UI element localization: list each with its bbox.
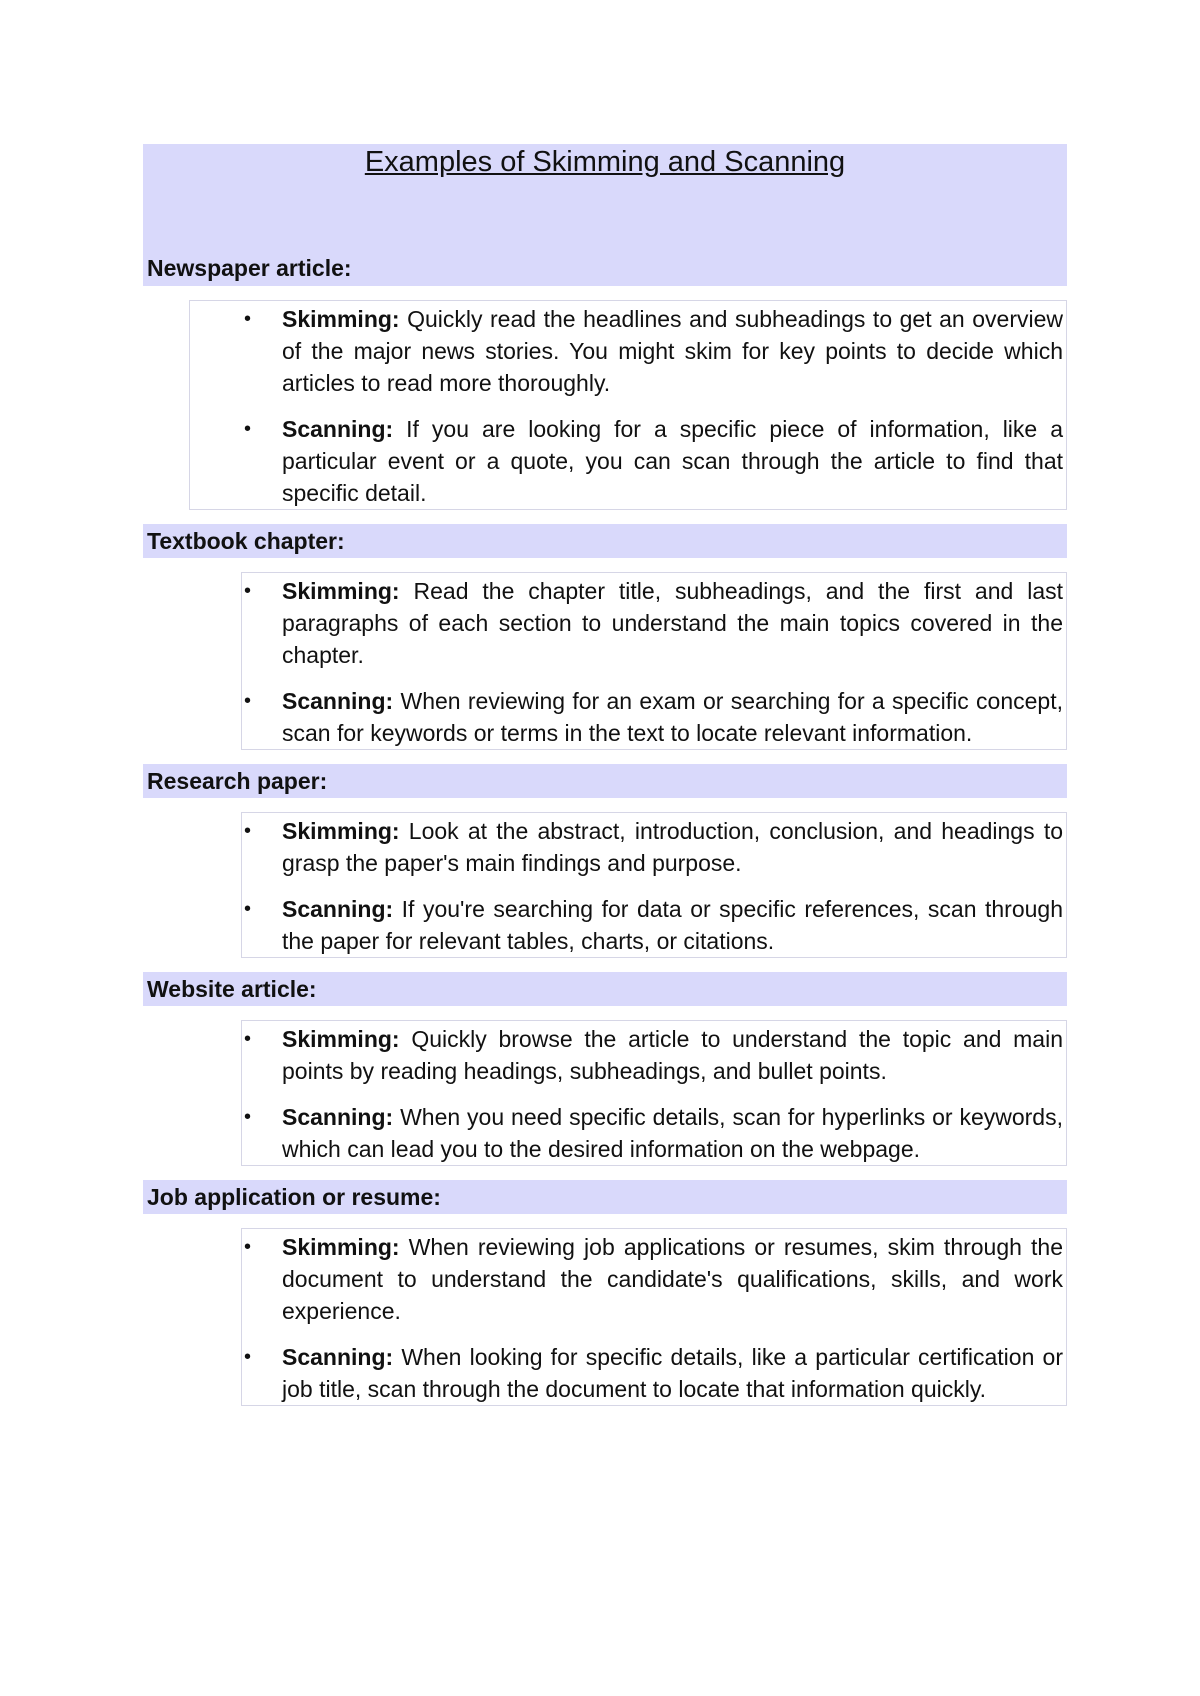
bullet-list [242,303,1063,509]
item-term: Scanning: [282,1104,394,1130]
list-item [242,1023,1063,1087]
list-item [242,685,1063,749]
item-text: When looking for specific details, like a particular certification or job title, scan through the document to locate that information quickly. [282,1344,1063,1402]
section-box-website [241,1020,1067,1166]
item-text: Look at the abstract, introduction, conclusion, and headings to grasp the paper's main findings and purpose. [282,818,1063,876]
item-term: Skimming: [282,578,400,604]
bullet-icon: • [244,898,252,920]
bullet-icon: • [244,690,252,712]
section-box-newspaper [189,300,1067,510]
item-text: Quickly read the headlines and subheadings to get an overview of the major news stories. You might skim for key points to decide which articles to read more thoroughly. [282,306,1063,396]
bullet-icon: • [244,1346,252,1368]
list-item [242,893,1063,957]
bullet-icon: • [244,418,252,440]
bullet-icon: • [244,820,252,842]
item-term: Skimming: [282,818,400,844]
item-text: If you are looking for a specific piece of information, like a particular event or a quote, you can scan through the article to find that specific detail. [282,416,1063,506]
item-text: When reviewing job applications or resumes, skim through the document to understand the candidate's qualifications, skills, and work experience. [282,1234,1063,1324]
document-title: Examples of Skimming and Scanning [364,146,846,178]
list-item [242,1341,1063,1405]
list-item [242,815,1063,879]
item-text: Quickly browse the article to understand the topic and main points by reading headings, subheadings, and bullet points. [282,1026,1063,1084]
item-term: Skimming: [282,306,400,332]
item-text: Read the chapter title, subheadings, and the first and last paragraphs of each section to understand the main topics covered in the chapter. [282,578,1063,668]
item-text: If you're searching for data or specific references, scan through the paper for relevant tables, charts, or citations. [282,896,1063,954]
section-box-job-application [241,1228,1067,1406]
section-heading-website: Website article: [143,972,1067,1006]
section-heading-research: Research paper: [143,764,1067,798]
list-item [242,1231,1063,1327]
list-item [242,413,1063,509]
item-term: Skimming: [282,1234,400,1260]
section-box-research [241,812,1067,958]
bullet-icon: • [244,1028,252,1050]
bullet-list [242,815,1063,957]
title-block [143,144,1067,286]
bullet-icon: • [244,308,252,330]
item-term: Scanning: [282,688,394,714]
bullet-list [242,1023,1063,1165]
item-term: Skimming: [282,1026,400,1052]
item-term: Scanning: [282,1344,394,1370]
bullet-icon: • [244,1236,252,1258]
document-page [143,144,1067,1420]
item-text: When you need specific details, scan for hyperlinks or keywords, which can lead you to the desired information on the webpage. [282,1104,1063,1162]
section-box-textbook [241,572,1067,750]
list-item [242,303,1063,399]
item-term: Scanning: [282,416,394,442]
section-heading-newspaper: Newspaper article: [147,255,352,281]
section-heading-job-application: Job application or resume: [143,1180,1067,1214]
bullet-icon: • [244,580,252,602]
bullet-list [242,1231,1063,1405]
bullet-list [242,575,1063,749]
item-text: When reviewing for an exam or searching for a specific concept, scan for keywords or terms in the text to locate relevant information. [282,688,1063,746]
section-heading-textbook: Textbook chapter: [143,524,1067,558]
list-item [242,575,1063,671]
list-item [242,1101,1063,1165]
item-term: Scanning: [282,896,394,922]
bullet-icon: • [244,1106,252,1128]
